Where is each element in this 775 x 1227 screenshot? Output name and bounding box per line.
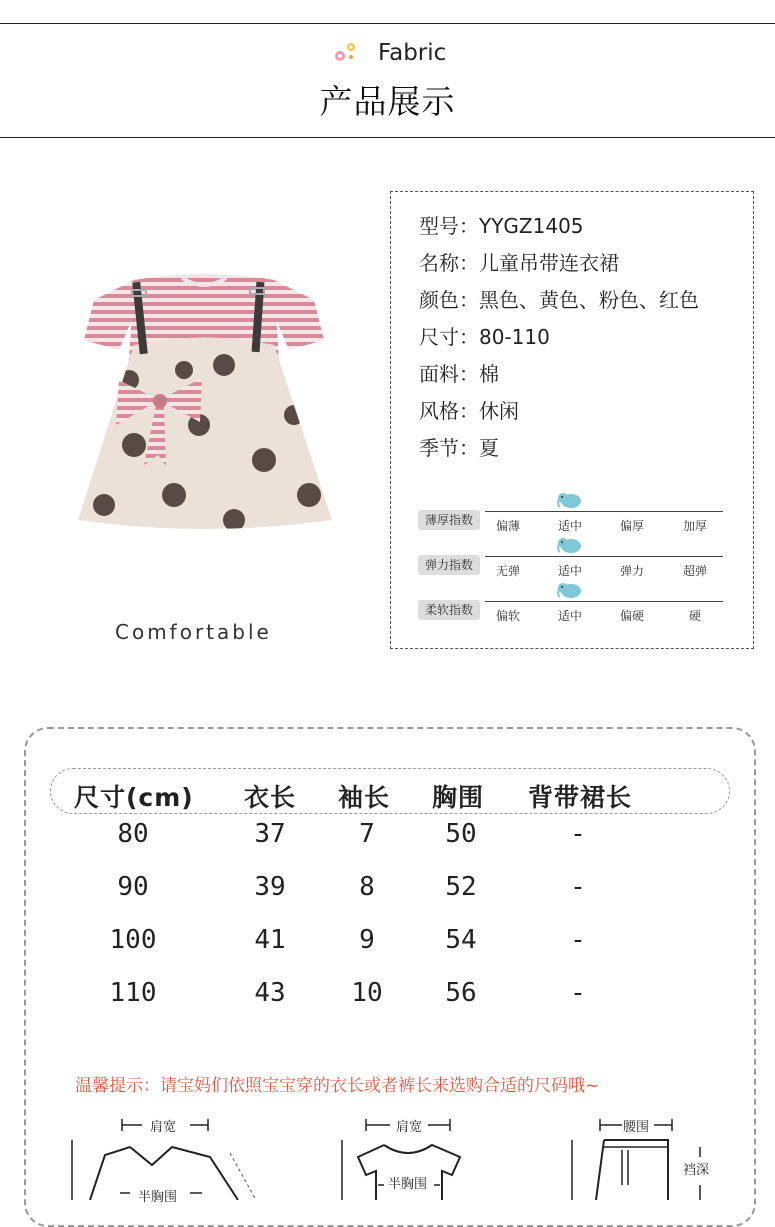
flower-icon <box>331 40 359 66</box>
fabric-label: Fabric <box>378 40 447 66</box>
spec-name: 名称：儿童吊带连衣裙 <box>419 251 619 275</box>
pants-rise-label: 裆深 <box>683 1163 710 1178</box>
table-cell: 52 <box>445 872 477 902</box>
spec-model: 型号：YYGZ1405 <box>419 214 584 238</box>
spec-card <box>390 191 754 649</box>
header-length: 衣长 <box>244 783 297 812</box>
table-cell: 100 <box>109 925 157 955</box>
table-cell: 41 <box>254 925 286 955</box>
elasticity-option: 弹力 <box>619 564 644 578</box>
elephant-icon <box>557 536 583 554</box>
table-cell: - <box>570 925 586 955</box>
product-caption: Comfortable <box>115 620 272 644</box>
elephant-icon <box>557 491 583 509</box>
table-cell: - <box>570 872 586 902</box>
spec-fabric: 面料：棉 <box>419 362 499 386</box>
softness-index-scale <box>485 601 723 602</box>
header-sleeve: 袖长 <box>338 783 391 812</box>
softness-option: 硬 <box>688 609 701 623</box>
table-cell: 9 <box>359 925 375 955</box>
thickness-index-scale <box>485 511 723 512</box>
table-cell: 39 <box>254 872 286 902</box>
elasticity-index-scale <box>485 556 723 557</box>
page-title: 产品展示 <box>319 82 456 121</box>
thickness-option: 偏薄 <box>495 519 520 533</box>
dress-image <box>74 270 336 550</box>
sizing-tip: 温馨提示：请宝妈们依照宝宝穿的衣长或者裤长来选购合适的尺码哦~ <box>75 1076 600 1096</box>
table-cell: 50 <box>445 819 477 849</box>
sweater-chest-label: 半胸围 <box>138 1190 178 1205</box>
table-cell: 10 <box>351 978 383 1008</box>
elasticity-option: 超弹 <box>682 564 707 578</box>
table-cell: 54 <box>445 925 477 955</box>
header-chest: 胸围 <box>432 783 485 812</box>
table-cell: 7 <box>359 819 375 849</box>
table-cell: - <box>570 819 586 849</box>
table-cell: 56 <box>445 978 477 1008</box>
pants-waist-label: 腰围 <box>623 1120 650 1135</box>
spec-color: 颜色：黑色、黄色、粉色、红色 <box>419 288 699 312</box>
table-cell: 110 <box>109 978 157 1008</box>
elasticity-option: 无弹 <box>495 564 520 578</box>
table-cell: - <box>570 978 586 1008</box>
table-cell: 43 <box>254 978 286 1008</box>
header-top-rule <box>0 23 775 24</box>
thickness-option: 加厚 <box>682 519 707 533</box>
softness-option: 偏软 <box>495 609 520 623</box>
spec-style: 风格：休闲 <box>419 399 519 423</box>
table-cell: 37 <box>254 819 286 849</box>
header-strap-skirt-length: 背带裙长 <box>528 783 633 812</box>
spec-season: 季节：夏 <box>419 436 499 460</box>
header-size: 尺寸(cm) <box>74 783 194 812</box>
tshirt-shoulder-label: 肩宽 <box>396 1120 423 1135</box>
elasticity-option-selected: 适中 <box>557 564 582 578</box>
spec-size: 尺寸：80-110 <box>419 325 550 349</box>
pants-diagram <box>560 1105 760 1200</box>
thickness-option-selected: 适中 <box>557 519 582 533</box>
header-bottom-rule <box>0 137 775 138</box>
softness-index-label: 柔软指数 <box>418 600 480 620</box>
elasticity-index-label: 弹力指数 <box>418 555 480 575</box>
thickness-option: 偏厚 <box>619 519 644 533</box>
table-cell: 90 <box>117 872 149 902</box>
table-cell: 80 <box>117 819 149 849</box>
sweater-shoulder-label: 肩宽 <box>150 1120 177 1135</box>
table-cell: 8 <box>359 872 375 902</box>
thickness-index-label: 薄厚指数 <box>418 510 480 530</box>
tshirt-chest-label: 半胸围 <box>388 1177 428 1192</box>
softness-option: 偏硬 <box>619 609 644 623</box>
softness-option-selected: 适中 <box>557 609 582 623</box>
elephant-icon <box>557 581 583 599</box>
